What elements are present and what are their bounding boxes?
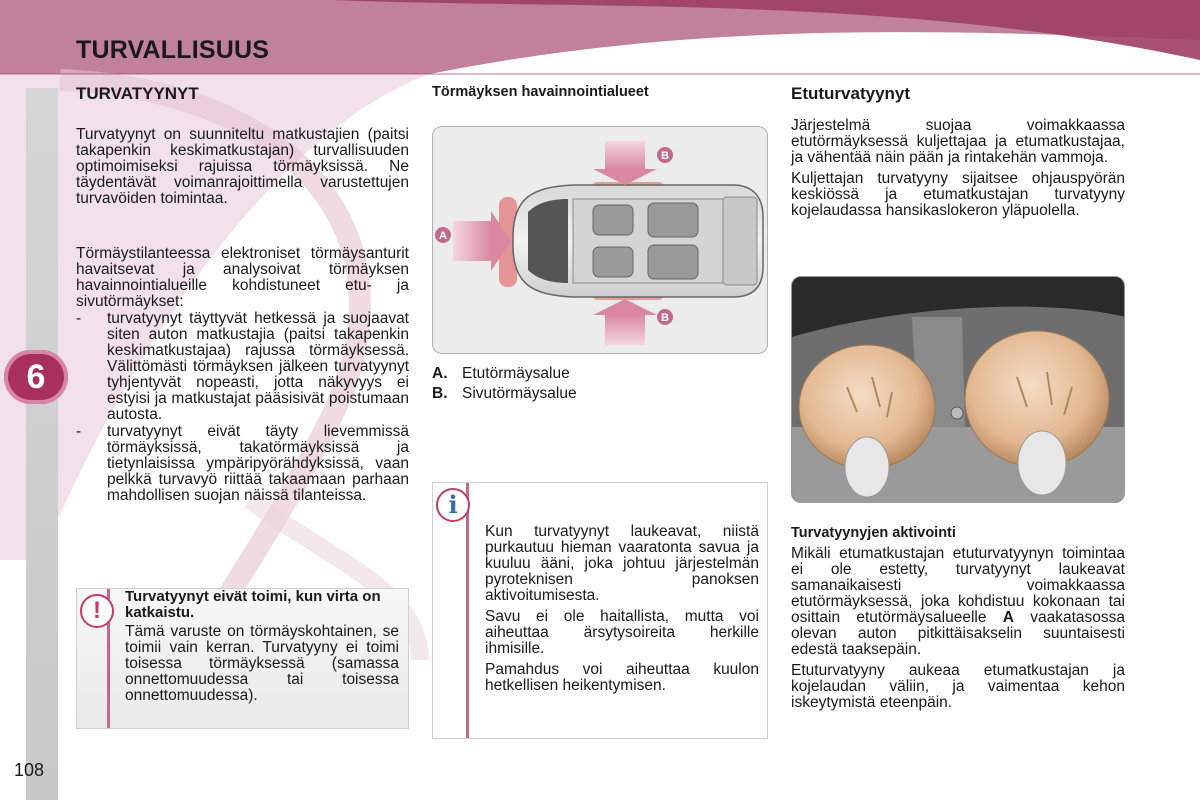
- activation-heading: Turvatyynyjen aktivointi: [791, 525, 956, 541]
- car-top-view-illustration: [433, 127, 768, 354]
- sidebar-strip: [26, 88, 58, 800]
- zone-label-a: A: [439, 230, 447, 242]
- side-arrow-bottom-b: [593, 299, 657, 345]
- activation-paragraph: Mikäli etumatkustajan etuturvatyynyn toimintaa ei ole estetty, turvatyynyt laukeavat samanaikaisesti voimakkaassa etutörmäyksessä, joka kohdistuu kokonaan tai osittain etutörmäysalueelle A vaakatasossa olevan auton pitkittäisakselin suuntaisesti edestä taaksepäin.: [791, 545, 1125, 658]
- header-divider: [0, 73, 1200, 75]
- chapter-number: 6: [26, 357, 46, 396]
- info-paragraph: Pamahdus voi aiheuttaa kuulon hetkellisen heikentymisen.: [485, 661, 759, 694]
- front-airbags-heading: Etuturvatyynyt: [791, 84, 911, 103]
- info-icon: i: [436, 488, 470, 522]
- collision-paragraph: Törmäystilanteessa elektroniset törmäysanturit havaitsevat ja analysoivat törmäyksen havainnointialueille kohdistuneet etu- ja sivutörmäykset:: [76, 245, 409, 310]
- chapter-tab[interactable]: [4, 350, 68, 404]
- warning-title: Turvatyynyt eivät toimi, kun virta on katkaistu.: [125, 588, 381, 621]
- list-item: - turvatyynyt täyttyvät hetkessä ja suojaavat siten auton matkustajia (paitsi takapenkin keskimatkustajaa) rajussa törmäyksessä. Välittömästi törmäyksen jälkeen turvatyynyt tyhjentyvät nopeasti, jotta näkyvyys ei estyisi ja matkustajat pääsisivät poistumaan autosta.: [76, 310, 409, 423]
- warning-text: Tämä varuste on törmäyskohtainen, se toimii vain kerran. Turvatyyny ei toimi toisessa törmäyksessä (samassa onnettomuudessa tai toisessa onnettomuudessa).: [125, 623, 399, 704]
- front-airbags-photo: [791, 276, 1125, 503]
- zone-label-b-top: B: [661, 150, 669, 162]
- deployed-airbags-illustration: [792, 277, 1125, 503]
- info-paragraph: Kun turvatyynyt laukeavat, niistä purkautuu hieman vaaratonta savua ja kuuluu ääni, joka johtuu järjestelmän pyroteknisen panoksen aktivoitumisesta.: [485, 523, 759, 604]
- right-column-top: [791, 84, 1125, 219]
- legend-item: B. Sivutörmäysalue: [432, 385, 577, 402]
- info-box: [432, 482, 768, 739]
- section-heading-airbags: TURVATYYNYT: [76, 84, 199, 103]
- middle-column-heading-wrap: [432, 84, 768, 100]
- front-airbag-deploy-paragraph: Etuturvatyyny aukeaa etumatkustajan ja kojelaudan väliin, ja vaimentaa kehon iskeytymistä eteenpäin.: [791, 662, 1125, 711]
- right-column-bottom: [791, 525, 1125, 711]
- left-column: [76, 84, 409, 504]
- legend-item: A. Etutörmäysalue: [432, 365, 570, 382]
- detection-zones-heading: Törmäyksen havainnointialueet: [432, 84, 649, 100]
- front-airbags-p2: Kuljettajan turvatyyny sijaitsee ohjauspyörän keskiössä ja etumatkustajan turvatyyny kojelaudassa hansikaslokeron yläpuolella.: [791, 170, 1125, 219]
- info-bar: [466, 483, 469, 738]
- side-arrow-top-b: [593, 141, 657, 185]
- intro-paragraph: Turvatyynyt on suunniteltu matkustajien (paitsi takapenkin keskimatkustajan) turvallisuuden optimoimiseksi rajuissa törmäyksissä. Ne täydentävät voimanrajoittimella varustettujen turvavöiden toimintaa.: [76, 126, 409, 207]
- warning-box: [76, 588, 409, 729]
- diagram-legend: [432, 364, 577, 404]
- page-title: TURVALLISUUS: [76, 36, 270, 64]
- collision-list: [76, 311, 409, 504]
- detection-zones-diagram: [432, 126, 768, 354]
- zone-label-b-bottom: B: [661, 312, 669, 324]
- page-number: 108: [14, 760, 45, 780]
- list-item: - turvatyynyt eivät täyty lievemmissä törmäyksissä, takatörmäyksissä ja tietynlaisissa ympäripyörähdyksissä, vaan pelkkä turvavyö riittää takaamaan parhaan mahdollisen suojan näissä tilanteissa.: [76, 423, 409, 504]
- info-paragraph: Savu ei ole haitallista, mutta voi aiheuttaa ärsytysoireita herkille ihmisille.: [485, 608, 759, 657]
- front-airbags-p1: Järjestelmä suojaa voimakkaassa etutörmäyksessä kuljettajaa ja etumatkustajaa, ja vähentää näin pään ja rintakehän vammoja.: [791, 117, 1125, 166]
- warning-icon: !: [80, 594, 114, 628]
